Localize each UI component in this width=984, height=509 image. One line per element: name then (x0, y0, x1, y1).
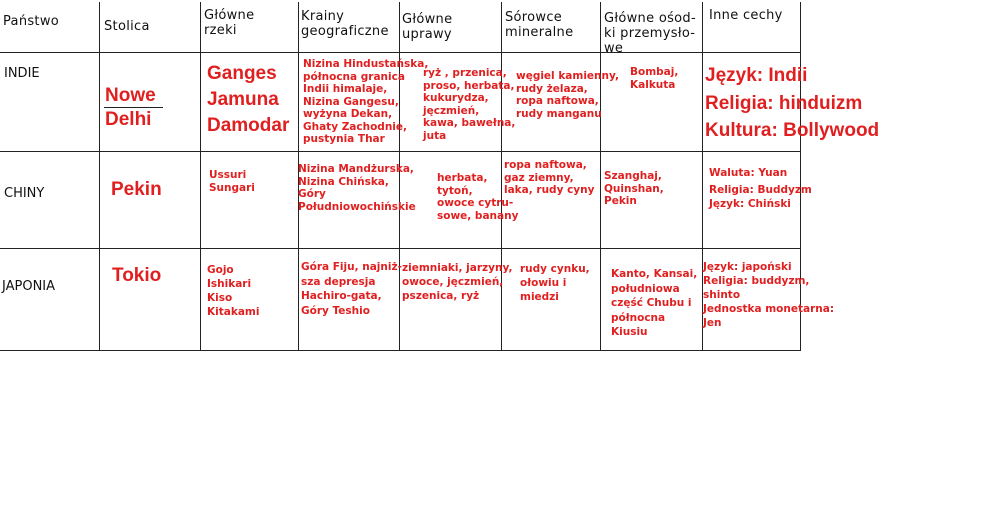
capital-name: Tokio (112, 265, 162, 286)
header-other: Inne cechy (709, 8, 783, 23)
rivers-list: Gojo Ishikari Kiso Kitakami (207, 264, 260, 318)
other-currency: Waluta: Yuan (709, 167, 788, 179)
other-features: Język: Indii Religia: hinduizm Kultura: Bollywood (705, 65, 880, 141)
capital-name: Nowe Delhi (105, 85, 156, 130)
crops-list: ziemniaki, jarzyny, owoce, jęczmień, pszenica, ryż (402, 262, 513, 302)
minerals-list: węgiel kamienny, rudy żelaza, ropa naftowa, rudy manganu (516, 70, 620, 120)
header-country: Państwo (3, 14, 60, 29)
crops-list: herbata, tytoń, owoce cytru- sowe, banany (437, 172, 519, 222)
header-crops: Główne uprawy (402, 12, 453, 42)
capital-name: Pekin (111, 179, 162, 200)
regions-list: Nizina Mandżurska, Nizina Chińska, Góry Południowochińskie (298, 163, 416, 213)
table-row-divider (0, 248, 801, 249)
country-name: CHINY (4, 186, 45, 201)
header-regions: Krainy geograficzne (301, 9, 389, 39)
minerals-list: ropa naftowa, gaz ziemny, laka, rudy cyny (504, 159, 595, 196)
capital-underline (104, 107, 163, 108)
regions-list: Nizina Hindustańska, północna granica Indii himalaje, Nizina Gangesu, wyżyna Dekan, Ghaty Zachodnie, pustynia Thar (303, 58, 429, 145)
industry-list: Kanto, Kansai, południowa część Chubu i północna Kiusiu (611, 268, 698, 338)
industry-list: Szanghaj, Quinshan, Pekin (604, 170, 664, 207)
table-row-divider (0, 151, 801, 152)
country-name: JAPONIA (2, 279, 56, 294)
table-column-divider (99, 2, 100, 351)
header-minerals: Sórowce mineralne (505, 10, 574, 40)
rivers-list: Ussuri Sungari (209, 169, 255, 194)
crops-list: ryż , przenica, proso, herbata, kukurydza, jęczmień, kawa, bawełna, juta (423, 67, 516, 142)
header-rivers: Główne rzeki (204, 8, 255, 38)
industry-list: Bombaj, Kalkuta (630, 66, 679, 91)
header-industry: Główne ośod- ki przemysło- we (604, 11, 696, 56)
country-name: INDIE (4, 66, 40, 81)
table-column-divider (200, 2, 201, 351)
other-features: Religia: Buddyzm Język: Chiński (709, 184, 812, 210)
regions-list: Góra Fiju, najniż- sza depresja Hachiro-gata, Góry Teshio (301, 261, 402, 317)
table-row-divider (0, 350, 801, 351)
rivers-list: Ganges Jamuna Damodar (207, 63, 290, 136)
table-column-divider (600, 2, 601, 351)
other-features: Język: japoński Religia: buddyzm, shinto Jednostka monetarna: Jen (703, 261, 835, 329)
minerals-list: rudy cynku, ołowiu i miedzi (520, 263, 590, 303)
header-capital: Stolica (104, 19, 150, 34)
